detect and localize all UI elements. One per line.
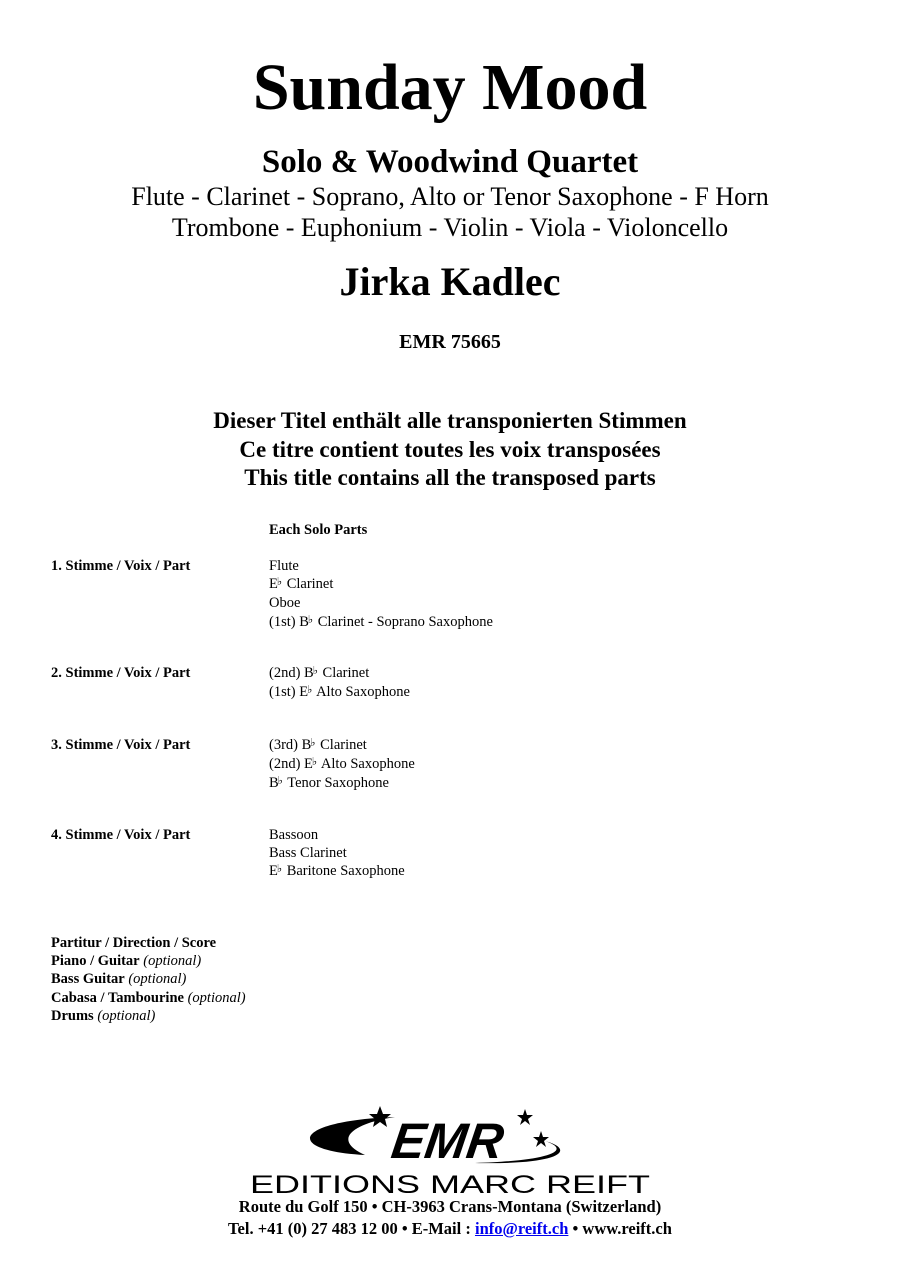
logo-emr-text: EMR [388,1113,508,1169]
instrument-line: Flute - Clarinet - Soprano, Alto or Tenor Saxophone - F Horn [131,182,769,211]
part-label: 3. Stimme / Voix / Part [51,737,191,753]
part-instruments [269,557,493,632]
notice-line-de: Dieser Titel enthält alle transponierten Stimmen [213,408,687,433]
instrument-list [0,181,900,243]
extra-part-item: Partitur / Direction / Score [51,935,217,951]
instrument-item: (1st) E♭ Alto Saxophone [269,684,410,701]
instrument-item: E♭ Clarinet [269,576,334,593]
part-label: 2. Stimme / Voix / Part [51,665,191,681]
part-label: 1. Stimme / Voix / Part [51,558,191,574]
email-link[interactable]: info@reift.ch [474,1219,569,1238]
catalog-number: EMR 75665 [399,331,501,353]
notice-line-fr: Ce titre contient toutes les voix transposées [239,436,661,462]
publisher-contact-line: Tel. +41 (0) 27 483 12 00 • E-Mail : info@reift.ch • www.reift.ch [228,1219,672,1238]
part-label: 4. Stimme / Voix / Part [51,827,191,843]
instrument-item: (3rd) B♭ Clarinet [269,737,367,753]
extra-part-item: Cabasa / Tambourine (optional) [51,989,246,1006]
instrument-item: (2nd) B♭ Clarinet [269,665,370,681]
publisher-contact [0,1196,900,1240]
star-icon [533,1131,549,1147]
subtitle: Solo & Woodwind Quartet [261,144,639,180]
extra-part-item: Piano / Guitar (optional) [51,953,202,970]
extra-parts-list [51,934,246,1025]
publisher-name: EDITIONS MARC REIFT [250,1171,650,1195]
extra-part-item: Bass Guitar (optional) [51,971,187,988]
instrument-item: B♭ Tenor Saxophone [269,775,389,792]
instrument-item: Bass Clarinet [269,845,347,862]
star-icon [517,1109,533,1125]
star-icon [369,1106,391,1127]
transposition-notice [0,407,900,493]
extra-part-item: Drums (optional) [51,1007,156,1024]
instrument-item: Bassoon [269,827,319,843]
instrument-line: Trombone - Euphonium - Violin - Viola - Violoncello [171,213,729,242]
emr-logo [245,1103,655,1195]
page-title: Sunday Mood [252,51,648,124]
parts-heading: Each Solo Parts [269,522,368,538]
instrument-item: Flute [269,558,299,574]
notice-line-en: This title contains all the transposed parts [244,465,656,490]
instrument-item: E♭ Baritone Saxophone [269,863,405,880]
instrument-item: (2nd) E♭ Alto Saxophone [269,756,415,773]
composer-name: Jirka Kadlec [339,259,561,304]
instrument-item: (1st) B♭ Clarinet - Soprano Saxophone [269,613,493,630]
part-instruments [269,664,410,702]
part-instruments [269,826,405,882]
publisher-address: Route du Golf 150 • CH-3963 Crans-Montana (Switzerland) [238,1197,662,1216]
instrument-item: Oboe [269,595,301,612]
part-instruments [269,736,415,794]
